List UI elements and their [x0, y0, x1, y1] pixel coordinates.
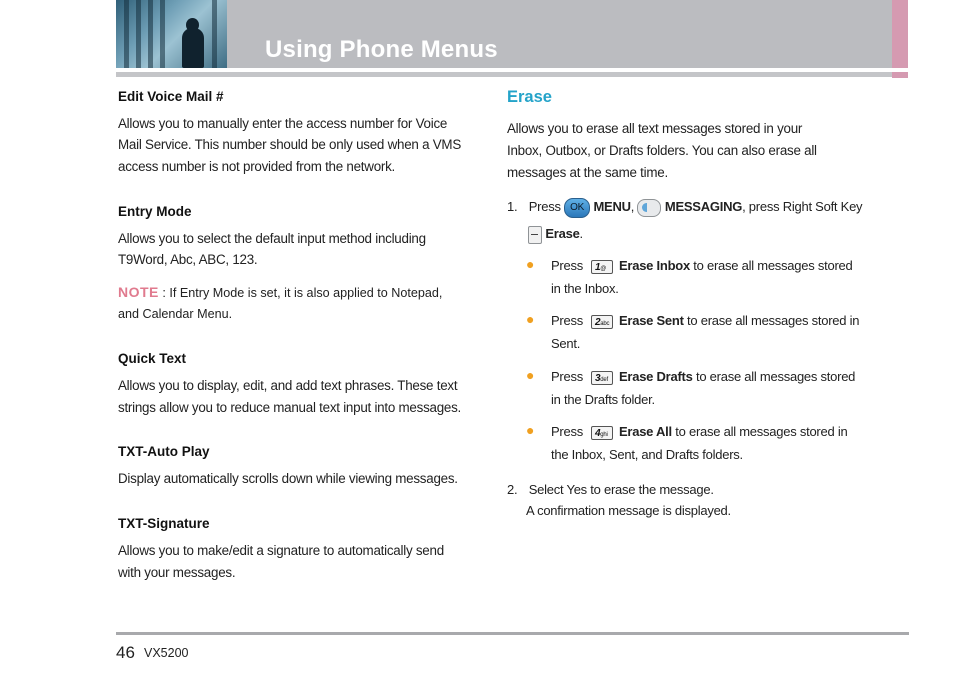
paragraph-txt-signature-line2: with your messages.: [118, 565, 236, 580]
header-band: [116, 0, 892, 68]
item-option-label: Erase Drafts: [618, 369, 693, 384]
key-number: 3: [594, 372, 601, 384]
bullet-icon: ●: [526, 422, 535, 438]
paragraph-entry-mode-line1: Allows you to select the default input method including: [118, 231, 426, 246]
messaging-key-icon: [637, 199, 661, 217]
header-rule: [116, 72, 892, 77]
pink-tab: [892, 0, 908, 68]
footer-rule: [116, 632, 909, 635]
erase-label: Erase: [545, 226, 580, 241]
key-number: 1: [594, 261, 601, 273]
note-line1: [118, 282, 442, 304]
item-option-label: Erase All: [618, 424, 672, 439]
item-description: to erase all messages stored in: [683, 313, 860, 328]
right-soft-key-icon: [528, 226, 542, 244]
item-description: to erase all messages stored: [692, 369, 856, 384]
page-title: Using Phone Menus: [265, 36, 498, 63]
paragraph-erase-line2: Inbox, Outbox, or Drafts folders. You can also erase all: [507, 143, 817, 158]
key-number: 2: [594, 316, 601, 328]
key-letters: def: [600, 376, 608, 383]
comma: ,: [630, 199, 635, 214]
section-heading-erase: Erase: [507, 88, 552, 106]
item-description-line2: the Inbox, Sent, and Drafts folders.: [551, 447, 743, 462]
item-option-label: Erase Inbox: [618, 258, 690, 273]
number-key-icon: [591, 315, 613, 329]
messaging-label: MESSAGING: [664, 199, 743, 214]
paragraph-quick-text-line1: Allows you to display, edit, and add text phrases. These text: [118, 378, 458, 393]
press-text: Press: [551, 313, 583, 328]
step-2-text: Select Yes to erase the message.: [528, 482, 714, 497]
step-1-rest: , press Right Soft Key: [742, 199, 863, 214]
paragraph-edit-voice-mail-line2: Mail Service. This number should be only used when a VMS: [118, 137, 462, 152]
section-heading-txt-signature: TXT-Signature: [118, 516, 210, 531]
model-name: VX5200: [144, 646, 189, 660]
paragraph-quick-text-line2: strings allow you to reduce manual text input into messages.: [118, 400, 462, 415]
item-description-line2: in the Drafts folder.: [551, 392, 655, 407]
item-description: to erase all messages stored in: [671, 424, 848, 439]
key-letters: @: [600, 265, 607, 272]
item-description-line2: Sent.: [551, 336, 581, 351]
paragraph-erase-line1: Allows you to erase all text messages stored in your: [507, 121, 803, 136]
note-text-line1: : If Entry Mode is set, it is also applied to Notepad,: [158, 286, 443, 300]
number-key-icon: [591, 371, 613, 385]
step-2-number: 2.: [507, 482, 518, 497]
bullet-icon: ●: [526, 367, 535, 383]
note-label: NOTE: [118, 284, 159, 300]
bullet-icon: ●: [526, 256, 535, 272]
number-key-icon: [591, 260, 613, 274]
list-item: [551, 366, 855, 388]
step-1: [507, 196, 862, 218]
step-1-press: Press: [528, 199, 561, 214]
note-text-line2: and Calendar Menu.: [118, 307, 233, 321]
section-heading-txt-auto-play: TXT-Auto Play: [118, 444, 210, 459]
bullet-icon: ●: [526, 311, 535, 327]
item-option-label: Erase Sent: [618, 313, 684, 328]
paragraph-txt-auto-play: Display automatically scrolls down while viewing messages.: [118, 471, 458, 486]
paragraph-txt-signature-line1: Allows you to make/edit a signature to automatically send: [118, 543, 444, 558]
paragraph-edit-voice-mail-line3: access number is not provided from the network.: [118, 159, 396, 174]
list-item: [551, 421, 847, 443]
number-key-icon: [591, 426, 613, 440]
section-heading-edit-voice-mail: Edit Voice Mail #: [118, 89, 224, 104]
press-text: Press: [551, 424, 583, 439]
section-heading-quick-text: Quick Text: [118, 351, 187, 366]
list-item: [551, 310, 859, 332]
page-number: 46: [116, 643, 135, 662]
ok-key-icon: OK: [564, 198, 590, 218]
step-2-line2: A confirmation message is displayed.: [526, 503, 731, 518]
step-1-line2: [528, 223, 583, 245]
item-description: to erase all messages stored: [689, 258, 853, 273]
item-description-line2: in the Inbox.: [551, 281, 619, 296]
pink-tab-lower: [892, 72, 908, 78]
menu-label: MENU: [593, 199, 631, 214]
key-number: 4: [594, 427, 601, 439]
step-2-line1: [507, 479, 714, 501]
paragraph-erase-line3: messages at the same time.: [507, 165, 668, 180]
period: .: [579, 226, 583, 241]
paragraph-entry-mode-line2: T9Word, Abc, ABC, 123.: [118, 252, 258, 267]
header-photo: [116, 0, 227, 68]
key-letters: ghi: [600, 431, 608, 438]
step-1-number: 1.: [507, 199, 518, 214]
press-text: Press: [551, 369, 583, 384]
section-heading-entry-mode: Entry Mode: [118, 204, 192, 219]
list-item: [551, 255, 853, 277]
press-text: Press: [551, 258, 583, 273]
paragraph-edit-voice-mail-line1: Allows you to manually enter the access number for Voice: [118, 116, 448, 131]
key-letters: abc: [600, 320, 610, 327]
